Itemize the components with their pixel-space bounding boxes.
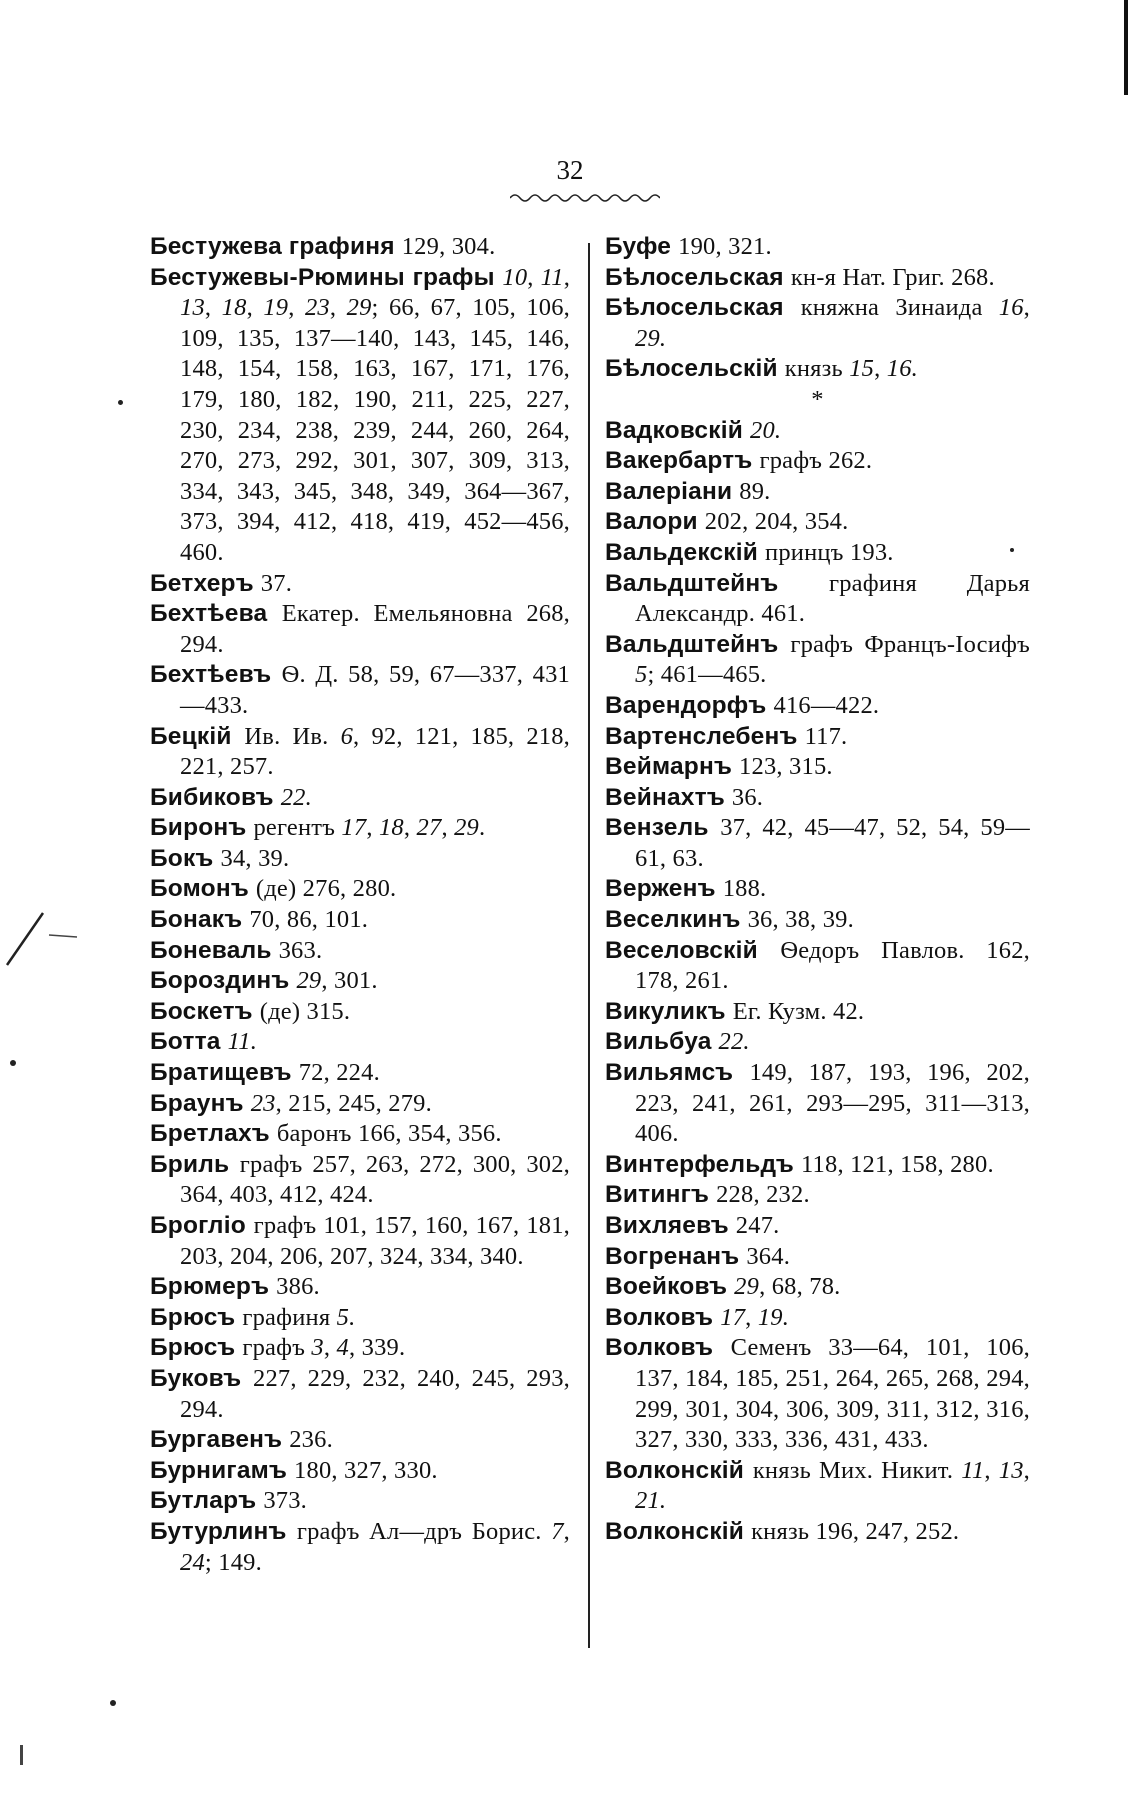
- ink-speck: [110, 1700, 116, 1706]
- index-entry: [605, 1333, 1030, 1455]
- entry-name: Бонакъ: [150, 906, 250, 934]
- entry-text: 37.: [260, 569, 293, 597]
- index-entry: [605, 507, 1030, 538]
- entry-name: Валори: [605, 508, 705, 536]
- index-entry: [150, 874, 570, 905]
- index-entry: [150, 783, 570, 814]
- entry-name: Бетхеръ: [150, 569, 261, 597]
- index-entry: [150, 1303, 570, 1334]
- entry-page-italic: 24: [180, 1548, 205, 1576]
- entry-name: Волковъ: [605, 1303, 721, 1331]
- entry-text: ,: [1023, 294, 1030, 322]
- entry-name: Биронъ: [150, 814, 254, 842]
- index-entry: [150, 1486, 570, 1517]
- entry-text: 247.: [735, 1212, 780, 1239]
- index-entry: [605, 1272, 1030, 1303]
- entry-name: Бургавенъ: [150, 1426, 290, 1454]
- entry-name: Брюсъ: [150, 1303, 243, 1331]
- entry-text: ,: [874, 355, 887, 383]
- entry-text: , 68, 78.: [759, 1273, 841, 1301]
- entry-name: Бестужева графиня: [150, 233, 402, 260]
- index-entry: [605, 1517, 1030, 1548]
- index-entry: [150, 1425, 570, 1456]
- entry-page-italic: 7: [551, 1517, 564, 1545]
- entry-text: ,: [563, 263, 571, 291]
- entry-page-italic: 16.: [886, 355, 919, 383]
- entry-text: 228, 232.: [716, 1181, 810, 1209]
- entry-page-italic: 11: [540, 263, 564, 291]
- entry-text: 363.: [278, 936, 323, 964]
- index-entry: [605, 997, 1030, 1028]
- entry-name: Варендорфъ: [605, 691, 774, 719]
- entry-text: 36, 38, 39.: [747, 906, 854, 934]
- margin-pencil-mark-icon: [5, 905, 85, 975]
- entry-name: Браунъ: [150, 1089, 251, 1117]
- entry-text: 202, 204, 354.: [704, 508, 849, 536]
- entry-page-italic: 29.: [635, 324, 667, 352]
- index-entry: [605, 1150, 1030, 1181]
- entry-text: княжна Зинаида: [800, 294, 999, 322]
- index-entry: [605, 1242, 1030, 1273]
- entry-name: Вадковскій: [605, 416, 750, 444]
- index-entry: [605, 813, 1030, 874]
- index-entry: [605, 1180, 1030, 1211]
- index-entry: [150, 1089, 570, 1120]
- entry-name: Бестужевы-Рюмины графы: [150, 263, 503, 291]
- entry-name: Братищевъ: [150, 1059, 299, 1087]
- entry-text: , 301.: [321, 967, 378, 995]
- entry-page-italic: 16: [998, 294, 1024, 322]
- index-entry: [605, 1456, 1030, 1517]
- entry-name: Валеріани: [605, 477, 740, 505]
- entry-text: Ив. Ив.: [244, 722, 341, 750]
- section-separator: [605, 385, 1030, 416]
- index-entry: [150, 1272, 570, 1303]
- entry-name: Вакербартъ: [605, 447, 760, 475]
- index-entry: [605, 1211, 1030, 1242]
- entry-page-italic: 27: [416, 814, 442, 842]
- entry-text: ; 149.: [204, 1548, 262, 1576]
- column-divider: [588, 243, 590, 1648]
- entry-name: Вейнахтъ: [605, 783, 732, 811]
- entry-page-italic: 21.: [635, 1487, 667, 1515]
- entry-name: Бѣлосельскій: [605, 355, 785, 383]
- entry-name: Бретлахъ: [150, 1120, 277, 1148]
- entry-text: графъ 257, 263, 272, 300, 302, 364, 403, 412, 424.: [180, 1150, 570, 1209]
- index-entry: [150, 569, 570, 600]
- index-entry: [605, 569, 1030, 630]
- entry-page-italic: 15: [849, 355, 875, 383]
- entry-page-italic: 23: [304, 294, 330, 322]
- entry-page-italic: 13: [180, 294, 205, 322]
- entry-text: Ѳ. Д. 58, 59, 67—337, 431—433.: [180, 661, 571, 719]
- entry-text: ,: [288, 294, 305, 322]
- entry-text: ,: [366, 814, 379, 842]
- entry-text: принцъ 193.: [765, 538, 894, 566]
- index-entry: [150, 1456, 570, 1487]
- entry-text: 117.: [804, 722, 848, 750]
- entry-text: ; 461—465.: [647, 661, 767, 689]
- entry-text: ,: [403, 814, 417, 842]
- entry-name: Брюсъ: [150, 1334, 243, 1362]
- entry-name: Вильямсъ: [605, 1059, 750, 1087]
- entry-name: Вальдштейнъ: [605, 569, 829, 597]
- entry-text: графъ 262.: [759, 447, 873, 475]
- entry-page-italic: 23: [250, 1089, 276, 1117]
- entry-page-italic: 3: [311, 1334, 324, 1362]
- entry-text: 416—422.: [773, 691, 880, 719]
- entry-text: 149, 187, 193, 196, 202, 223, 241, 261, 293—295, 311—313, 406.: [635, 1059, 1030, 1148]
- index-entry: [605, 293, 1030, 354]
- entry-text: князь Мих. Никит.: [752, 1456, 962, 1484]
- entry-text: кн-я Нат. Григ. 268.: [790, 263, 995, 291]
- entry-page-italic: 18: [221, 294, 247, 322]
- entry-name: Ботта: [150, 1028, 228, 1056]
- entry-text: графиня: [242, 1303, 337, 1331]
- entry-name: Бибиковъ: [150, 783, 281, 811]
- index-column-left: [150, 232, 570, 1578]
- entry-name: Вихляевъ: [605, 1212, 736, 1239]
- entry-page-italic: 17: [720, 1303, 746, 1331]
- entry-name: Веймарнъ: [605, 753, 740, 781]
- index-entry: [150, 660, 570, 721]
- index-entry: [150, 905, 570, 936]
- entry-text: ,: [204, 294, 222, 322]
- entry-text: князь 196, 247, 252.: [751, 1517, 960, 1545]
- entry-page-italic: 6: [340, 722, 354, 750]
- entry-name: Вензель: [605, 814, 721, 842]
- index-column-right: [605, 232, 1030, 1548]
- index-entry: [605, 477, 1030, 508]
- entry-name: Бецкій: [150, 722, 245, 750]
- entry-page-italic: 11: [961, 1456, 985, 1484]
- entry-page-italic: 13: [998, 1456, 1024, 1484]
- entry-text: (де) 276, 280.: [255, 875, 397, 903]
- index-entry: [150, 263, 570, 569]
- entry-name: Бомонъ: [150, 875, 256, 903]
- entry-text: графиня Дарья Александр. 461.: [635, 569, 1031, 628]
- entry-text: , 215, 245, 279.: [275, 1089, 432, 1117]
- entry-text: Семенъ 33—64, 101, 106, 137, 184, 185, 251, 264, 265, 268, 294, 299, 301, 304, 306, 309, 311, 312, 316, 327, 330, 333, 336, 431, 433.: [635, 1334, 1030, 1454]
- entry-page-italic: 29: [346, 294, 372, 322]
- index-entry: [605, 232, 1030, 263]
- index-entry: [150, 1119, 570, 1150]
- entry-text: 227, 229, 232, 240, 245, 293, 294.: [180, 1364, 570, 1423]
- entry-text: 386.: [276, 1273, 320, 1301]
- entry-text: ,: [1023, 1456, 1030, 1484]
- wavy-ornament-icon: [510, 192, 660, 204]
- index-entry: [150, 936, 570, 967]
- index-entry: [150, 1150, 570, 1211]
- entry-text: 70, 86, 101.: [249, 906, 369, 934]
- entry-text: Ег. Кузм. 42.: [732, 997, 865, 1025]
- entry-page-italic: 5.: [336, 1303, 356, 1331]
- entry-name: Бехтѣевъ: [150, 661, 282, 689]
- entry-text: 188.: [722, 875, 767, 903]
- entry-name: Винтерфельдъ: [605, 1150, 802, 1178]
- entry-name: Волконскій: [605, 1517, 752, 1545]
- index-entry: [605, 630, 1030, 691]
- entry-name: Веселовскій: [605, 936, 781, 964]
- index-entry: [605, 936, 1030, 997]
- entry-text: 236.: [289, 1426, 333, 1454]
- entry-name: Бехтѣева: [150, 600, 282, 628]
- index-entry: [605, 874, 1030, 905]
- index-entry: [605, 446, 1030, 477]
- page-edge-mark: [20, 1745, 23, 1765]
- entry-text: ; 66, 67, 105, 106, 109, 135, 137—140, 143, 145, 146, 148, 154, 158, 163, 167, 171, 176, 179, 180, 182, 190, 211, 225, 227, 230, 234, 238, 239, 244, 260, 264, 270, 273, 292, 301, 307, 309, 313, 334, 343, 345, 348, 349, 364—367, 373, 394, 412, 418, 419, 452—456, 460.: [180, 294, 571, 566]
- entry-name: Бокъ: [150, 844, 221, 872]
- entry-text: 34, 39.: [220, 844, 290, 872]
- entry-text: , 92, 121, 185, 218, 221, 257.: [180, 722, 570, 781]
- entry-name: Верженъ: [605, 875, 723, 903]
- entry-text: 37, 42, 45—47, 52, 54, 59—61, 63.: [635, 814, 1030, 872]
- entry-name: Волковъ: [605, 1334, 731, 1362]
- entry-text: 180, 327, 330.: [294, 1456, 438, 1484]
- asterisk-separator: *: [811, 385, 824, 413]
- entry-page-italic: 29: [734, 1273, 760, 1301]
- entry-text: 118, 121, 158, 280.: [801, 1150, 994, 1178]
- entry-page-italic: 11.: [227, 1028, 258, 1056]
- entry-page-italic: 5: [635, 661, 648, 689]
- index-entry: [150, 813, 570, 844]
- entry-text: 129, 304.: [401, 233, 496, 260]
- index-entry: [150, 232, 570, 263]
- entry-name: Витингъ: [605, 1181, 717, 1209]
- entry-text: 373.: [263, 1487, 307, 1515]
- index-entry: [605, 1303, 1030, 1334]
- entry-text: князь: [784, 355, 850, 383]
- entry-name: Бутларъ: [150, 1487, 264, 1515]
- entry-text: Екатер. Емельяновна 268, 294.: [180, 600, 570, 658]
- ink-speck: [1010, 548, 1014, 552]
- entry-page-italic: 29: [454, 814, 479, 842]
- entry-page-italic: 22.: [280, 783, 312, 811]
- entry-name: Волконскій: [605, 1456, 753, 1484]
- entry-text: ,: [527, 263, 541, 291]
- entry-name: Бурнигамъ: [150, 1456, 295, 1484]
- index-entry: [150, 1333, 570, 1364]
- index-entry: [605, 752, 1030, 783]
- entry-text: 89.: [739, 477, 771, 505]
- index-entry: [150, 1027, 570, 1058]
- entry-page-italic: 10: [502, 263, 528, 291]
- index-entry: [605, 263, 1030, 294]
- entry-text: , 339.: [348, 1334, 406, 1362]
- entry-text: регентъ: [253, 814, 342, 842]
- index-entry: [605, 722, 1030, 753]
- entry-text: графъ 101, 157, 160, 167, 181, 203, 204, 206, 207, 324, 334, 340.: [180, 1212, 571, 1270]
- page-edge-rule: [1124, 0, 1128, 95]
- entry-page-italic: 18: [378, 814, 404, 842]
- entry-name: Бороздинъ: [150, 967, 297, 995]
- entry-name: Вальдекскій: [605, 538, 766, 566]
- entry-page-italic: 19.: [757, 1303, 790, 1331]
- entry-name: Вильбуа: [605, 1028, 719, 1056]
- index-entry: [150, 1058, 570, 1089]
- index-entry: [605, 1058, 1030, 1150]
- entry-page-italic: 4: [336, 1334, 349, 1362]
- entry-page-italic: 29: [296, 967, 322, 995]
- entry-text: графъ Ал—дръ Борис.: [296, 1517, 552, 1545]
- index-entry: [150, 599, 570, 660]
- index-entry: [150, 1364, 570, 1425]
- entry-text: (де) 315.: [259, 997, 351, 1025]
- entry-page-italic: 22.: [718, 1028, 750, 1056]
- index-entry: [150, 1211, 570, 1272]
- index-entry: [605, 1027, 1030, 1058]
- entry-name: Буковъ: [150, 1364, 253, 1392]
- index-entry: [605, 416, 1030, 447]
- entry-text: ,: [441, 814, 455, 842]
- page-number: 32: [556, 155, 584, 185]
- entry-page-italic: 17: [341, 814, 367, 842]
- entry-name: Бѣлосельская: [605, 294, 801, 322]
- entry-text: ,: [246, 294, 264, 322]
- entry-name: Буфе: [605, 233, 679, 260]
- entry-name: Вогренанъ: [605, 1242, 747, 1270]
- entry-text: ,: [745, 1303, 758, 1331]
- index-entry: [605, 691, 1030, 722]
- entry-text: ,: [563, 1517, 570, 1545]
- entry-text: 190, 321.: [678, 233, 772, 260]
- entry-text: 123, 315.: [739, 753, 833, 781]
- entry-page-italic: 19: [263, 294, 289, 322]
- entry-name: Брюмеръ: [150, 1273, 277, 1301]
- entry-text: 364.: [746, 1242, 791, 1270]
- entry-text: Ѳедоръ Павлов. 162, 178, 261.: [635, 936, 1030, 995]
- entry-name: Боневаль: [150, 936, 279, 964]
- index-entry: [150, 1517, 570, 1578]
- entry-text: ,: [323, 1334, 337, 1362]
- entry-name: Брогліо: [150, 1212, 254, 1239]
- index-entry: [605, 783, 1030, 814]
- index-entry: [605, 905, 1030, 936]
- index-entry: [605, 354, 1030, 385]
- entry-name: Вальдштейнъ: [605, 630, 791, 658]
- entry-page-italic: 20.: [750, 416, 782, 444]
- entry-name: Бриль: [150, 1150, 240, 1178]
- index-entry: [605, 538, 1030, 569]
- entry-text: ,: [329, 294, 347, 322]
- entry-name: Вартенслебенъ: [605, 722, 805, 750]
- index-entry: [150, 966, 570, 997]
- entry-name: Бѣлосельская: [605, 263, 791, 291]
- entry-text: 72, 224.: [298, 1059, 380, 1087]
- entry-name: Воейковъ: [605, 1273, 735, 1301]
- entry-text: 36.: [731, 783, 764, 811]
- entry-name: Викуликъ: [605, 997, 733, 1025]
- entry-text: ,: [984, 1456, 999, 1484]
- entry-text: графъ: [242, 1334, 312, 1362]
- entry-name: Бутурлинъ: [150, 1517, 297, 1545]
- entry-name: Веселкинъ: [605, 906, 748, 934]
- entry-name: Боскетъ: [150, 997, 260, 1025]
- index-entry: [150, 722, 570, 783]
- entry-text: баронъ 166, 354, 356.: [276, 1120, 502, 1148]
- ink-speck: [118, 400, 123, 405]
- entry-text: графъ Францъ-Іосифъ: [790, 630, 1030, 658]
- entry-text: .: [479, 814, 486, 842]
- index-entry: [150, 844, 570, 875]
- ink-speck: [10, 1060, 16, 1066]
- index-entry: [150, 997, 570, 1028]
